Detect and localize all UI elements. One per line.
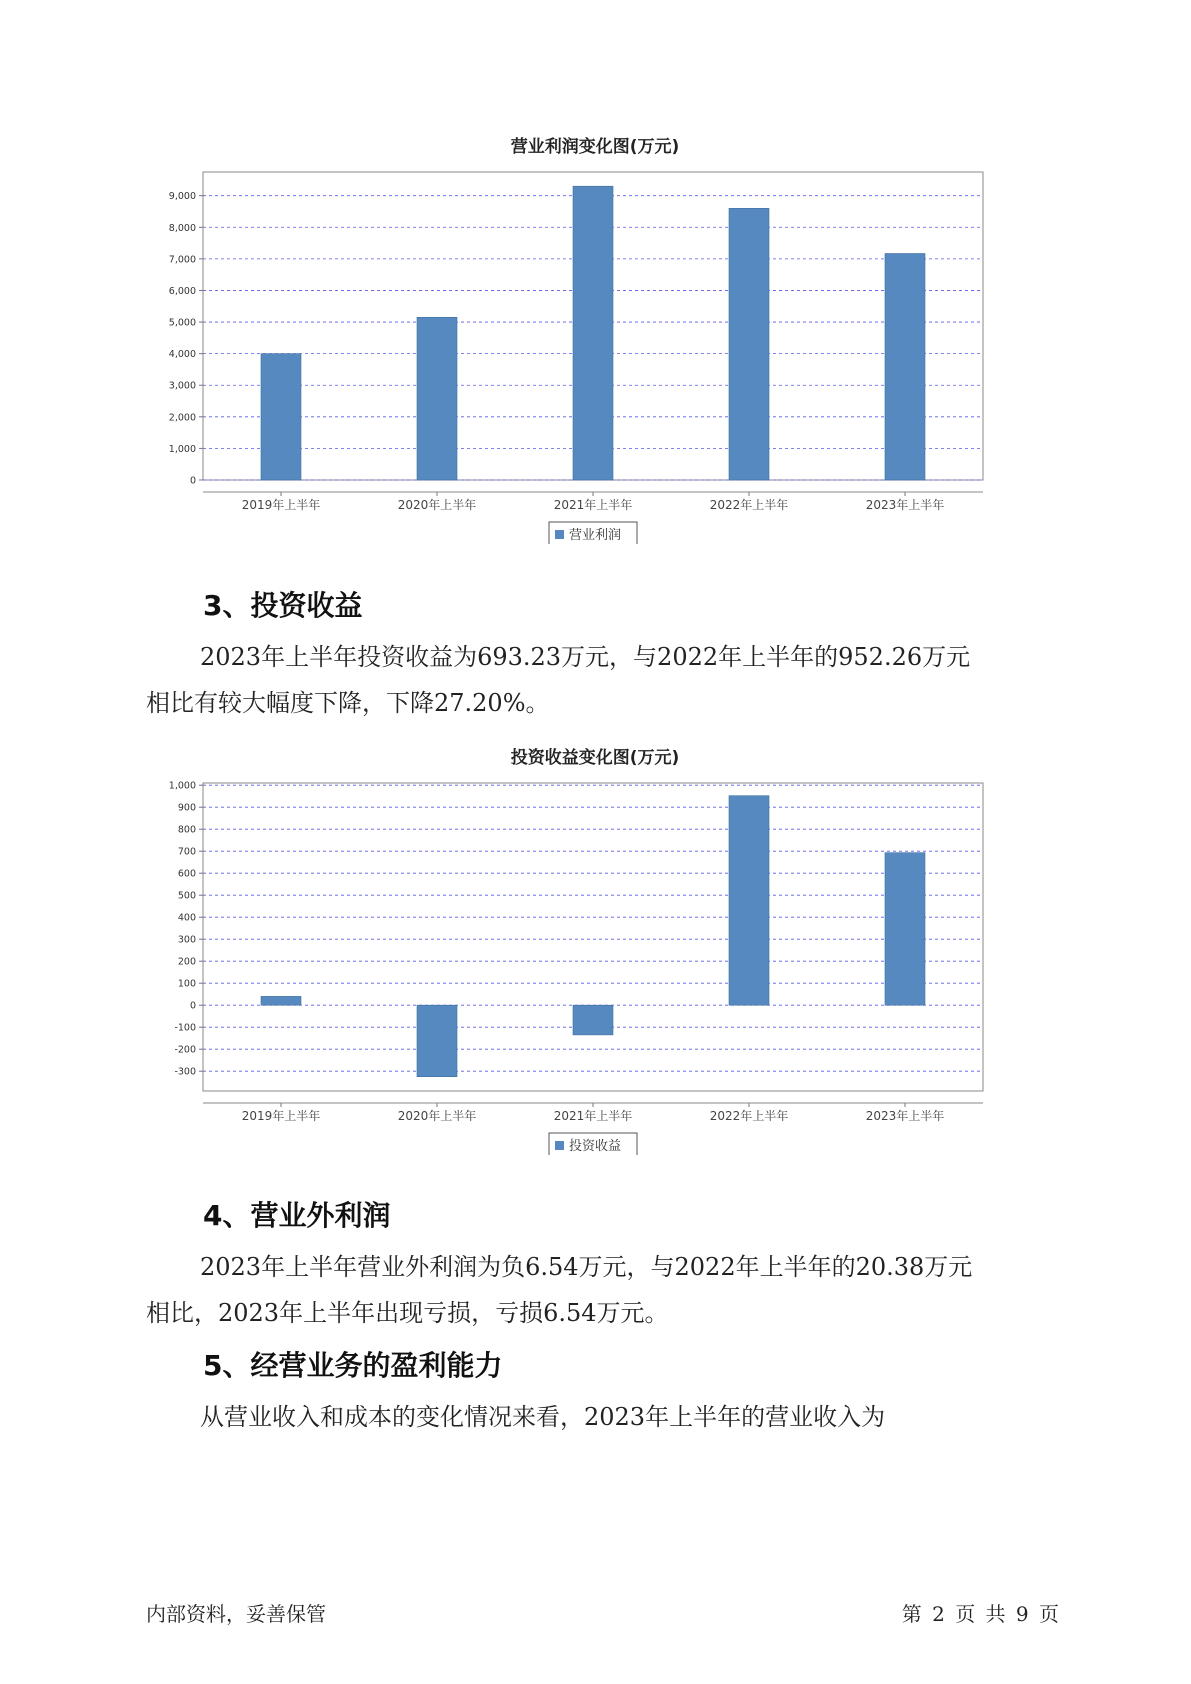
y-tick-label: 1,000 <box>168 780 196 792</box>
section-3-paragraph <box>146 634 1066 726</box>
footer-page-number: 第 2 页 共 9 页 <box>901 1602 1059 1626</box>
x-tick-label: 2023年上半年 <box>865 498 945 512</box>
y-tick-label: 1,000 <box>168 443 196 455</box>
section-3-heading: 3、投资收益 <box>203 589 363 622</box>
y-tick-label: 4,000 <box>168 349 196 361</box>
legend-label: 营业利润 <box>569 528 622 543</box>
y-tick-label: 0 <box>189 1000 196 1012</box>
operating-profit-chart-svg <box>155 164 1035 544</box>
x-tick-label: 2021年上半年 <box>553 498 633 512</box>
bar <box>261 996 301 1005</box>
section-5-heading: 5、经营业务的盈利能力 <box>203 1349 503 1382</box>
x-tick-label: 2020年上半年 <box>397 498 477 512</box>
x-tick-label: 2022年上半年 <box>709 1109 789 1123</box>
x-tick-label: 2023年上半年 <box>865 1109 945 1123</box>
y-tick-label: 500 <box>177 890 196 902</box>
section-3-line-1: 2023年上半年投资收益为693.23万元，与2022年上半年的952.26万元 <box>200 643 971 671</box>
bar <box>573 186 613 480</box>
y-tick-label: -100 <box>174 1022 196 1034</box>
y-tick-label: 800 <box>177 824 196 836</box>
y-tick-label: 0 <box>189 475 196 487</box>
y-tick-label: 100 <box>177 978 196 990</box>
y-tick-label: 700 <box>177 846 196 858</box>
investment-income-chart-svg <box>155 775 1035 1155</box>
bar <box>885 254 925 480</box>
section-5-line-1: 从营业收入和成本的变化情况来看，2023年上半年的营业收入为 <box>200 1403 886 1431</box>
y-tick-label: 600 <box>177 868 196 880</box>
section-3-line-2: 相比有较大幅度下降，下降27.20%。 <box>146 689 550 717</box>
y-tick-label: 9,000 <box>168 191 196 203</box>
x-tick-label: 2021年上半年 <box>553 1109 633 1123</box>
investment-income-chart <box>155 743 1035 1163</box>
bar <box>417 1005 457 1076</box>
bar <box>729 208 769 480</box>
footer-confidential-note: 内部资料，妥善保管 <box>146 1602 326 1626</box>
section-4-heading: 4、营业外利润 <box>203 1199 391 1232</box>
bar <box>729 796 769 1005</box>
section-5-paragraph <box>146 1394 1066 1440</box>
y-tick-label: 5,000 <box>168 317 196 329</box>
y-tick-label: -200 <box>174 1044 196 1056</box>
bar <box>573 1005 613 1035</box>
y-tick-label: 7,000 <box>168 254 196 266</box>
bar <box>885 853 925 1006</box>
bar <box>417 317 457 480</box>
y-tick-label: 400 <box>177 912 196 924</box>
operating-profit-chart <box>155 132 1035 552</box>
y-tick-label: -300 <box>174 1066 196 1078</box>
y-tick-label: 300 <box>177 934 196 946</box>
legend-swatch <box>555 530 564 539</box>
section-4-line-1: 2023年上半年营业外利润为负6.54万元，与2022年上半年的20.38万元 <box>200 1253 973 1281</box>
chart-title: 营业利润变化图(万元) <box>510 137 680 157</box>
section-4-paragraph <box>146 1244 1066 1336</box>
x-tick-label: 2019年上半年 <box>241 1109 321 1123</box>
section-4-line-2: 相比，2023年上半年出现亏损，亏损6.54万元。 <box>146 1299 669 1327</box>
y-tick-label: 900 <box>177 802 196 814</box>
legend-label: 投资收益 <box>569 1139 622 1154</box>
y-tick-label: 8,000 <box>168 222 196 234</box>
bar <box>261 354 301 480</box>
y-tick-label: 3,000 <box>168 380 196 392</box>
y-tick-label: 200 <box>177 956 196 968</box>
legend-swatch <box>555 1141 564 1150</box>
x-tick-label: 2020年上半年 <box>397 1109 477 1123</box>
y-tick-label: 6,000 <box>168 285 196 297</box>
x-tick-label: 2022年上半年 <box>709 498 789 512</box>
x-tick-label: 2019年上半年 <box>241 498 321 512</box>
chart-title: 投资收益变化图(万元) <box>510 748 680 768</box>
y-tick-label: 2,000 <box>168 412 196 424</box>
